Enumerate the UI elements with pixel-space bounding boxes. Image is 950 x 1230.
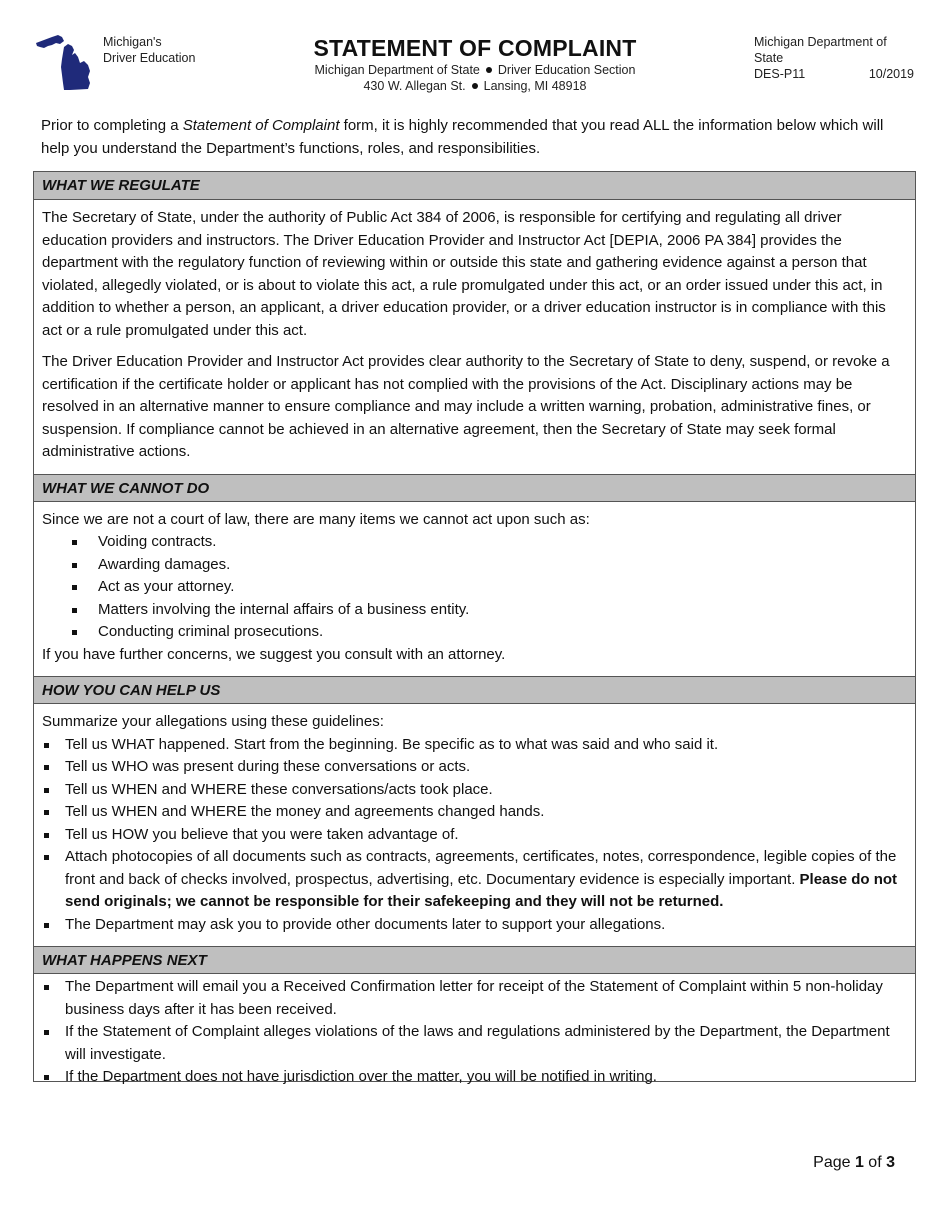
subtitle-department: Michigan Department of State bbox=[314, 63, 480, 77]
form-id: DES-P11 bbox=[754, 67, 806, 81]
attach-text: Attach photocopies of all documents such as contracts, agreements, certificates, notes, correspondence, legible copies of the front and back of checks involved, prospectus, advertising, etc. Documentary evidence is especially important. bbox=[65, 848, 897, 888]
logo-caption-line2: Driver Education bbox=[103, 51, 196, 65]
list-item: If the Department does not have jurisdiction over the matter, you will be notified in writing. bbox=[42, 1066, 907, 1089]
bullet-dot-icon bbox=[472, 83, 478, 89]
list-item: Tell us WHEN and WHERE the money and agreements changed hands. bbox=[42, 801, 907, 824]
document-title: STATEMENT OF COMPLAINT bbox=[313, 35, 637, 61]
list-item: Tell us WHEN and WHERE these conversations/acts took place. bbox=[42, 779, 907, 802]
section-heading-help: HOW YOU CAN HELP US bbox=[34, 676, 915, 704]
list-item: Act as your attorney. bbox=[42, 576, 907, 599]
page-number bbox=[813, 1154, 895, 1172]
page-label: Page bbox=[813, 1154, 855, 1171]
section-heading-regulate: WHAT WE REGULATE bbox=[34, 172, 915, 200]
information-box bbox=[33, 171, 916, 1085]
form-identifier bbox=[754, 34, 914, 82]
subtitle-line1 bbox=[300, 62, 650, 78]
list-item: The Department may ask you to provide other documents later to support your allegations. bbox=[42, 914, 907, 937]
list-item: Awarding damages. bbox=[42, 554, 907, 577]
bullet-dot-icon bbox=[486, 67, 492, 73]
address-city: Lansing, MI 48918 bbox=[483, 79, 587, 93]
subtitle-line2 bbox=[300, 78, 650, 94]
intro-form-name: Statement of Complaint bbox=[182, 117, 340, 134]
list-item: Tell us WHAT happened. Start from the beginning. Be specific as to what was said and who said it. bbox=[42, 734, 907, 757]
list-item: Tell us WHO was present during these conversations or acts. bbox=[42, 756, 907, 779]
intro-text-end: form, it is highly recommended that you read ALL the information below which will help you understand the Department’s functions, roles, and responsibilities. bbox=[41, 117, 884, 157]
subtitle-section: Driver Education Section bbox=[497, 63, 636, 77]
attach-warning: Please do not send originals; we cannot be responsible for their safekeeping and they will not be returned. bbox=[65, 870, 898, 910]
help-lead: Summarize your allegations using these guidelines: bbox=[42, 713, 384, 730]
title-block bbox=[300, 34, 650, 94]
regulate-paragraph-2: The Driver Education Provider and Instructor Act provides clear authority to the Secretary of State to deny, suspend, or revoke a certification if the certificate holder or applicant has not complied with the provisions of the Act. Disciplinary actions may be resolved in an alternative manner to ensure compliance and may include a written warning, probation, administrative fines, or suspension. If compliance cannot be achieved in an alternative agreement, then the Secretary of State may seek formal administrative actions. bbox=[42, 353, 890, 460]
intro-text-start: Prior to completing a bbox=[41, 117, 183, 134]
list-item: Matters involving the internal affairs of a business entity. bbox=[42, 599, 907, 622]
regulate-paragraph-1: The Secretary of State, under the authority of Public Act 384 of 2006, is responsible for certifying and regulating all driver education providers and instructors. The Driver Education Provider and Instructor Act [DEPIA, 2006 PA 384] provides the department with the regulatory function of reviewing within or outside this state and gathering evidence against a person that violated, allegedly violated, or is about to violate this act, a rule promulgated under this act, or an order issued under this act, in addition to whether a person, an applicant, a driver education provider, or a driver education instructor is in compliance with this act or a rule promulgated under this act. bbox=[42, 209, 886, 339]
list-item: Conducting criminal prosecutions. bbox=[42, 621, 907, 644]
logo-caption bbox=[103, 34, 195, 66]
page-current: 1 bbox=[854, 1154, 864, 1171]
section-body-regulate bbox=[34, 200, 915, 474]
cannot-tail: If you have further concerns, we suggest you consult with an attorney. bbox=[42, 645, 506, 663]
agency-name: Michigan Department of State bbox=[754, 35, 887, 65]
section-heading-cannot: WHAT WE CANNOT DO bbox=[34, 474, 915, 502]
cannot-list bbox=[42, 531, 907, 644]
address-street: 430 W. Allegan St. bbox=[363, 79, 466, 93]
cannot-lead: Since we are not a court of law, there are many items we cannot act upon such as: bbox=[42, 510, 590, 528]
section-heading-next: WHAT HAPPENS NEXT bbox=[34, 946, 915, 974]
section-body-next bbox=[34, 974, 915, 1099]
logo-caption-line1: Michigan's bbox=[103, 35, 162, 49]
section-body-cannot bbox=[34, 502, 915, 677]
form-date: 10/2019 bbox=[868, 67, 914, 81]
next-list bbox=[42, 976, 907, 1089]
list-item: Tell us HOW you believe that you were taken advantage of. bbox=[42, 824, 907, 847]
michigan-map-logo-icon bbox=[34, 33, 96, 91]
page-of: of bbox=[863, 1154, 887, 1171]
page-total: 3 bbox=[886, 1154, 895, 1171]
list-item: The Department will email you a Received Confirmation letter for receipt of the Statement of Complaint within 5 non-holiday business days after it has been received. bbox=[42, 976, 907, 1021]
list-item: Voiding contracts. bbox=[42, 531, 907, 554]
section-body-help bbox=[34, 704, 915, 946]
intro-paragraph bbox=[41, 115, 911, 160]
help-list bbox=[42, 734, 907, 937]
list-item-attach bbox=[42, 846, 907, 914]
list-item: If the Statement of Complaint alleges violations of the laws and regulations administered by the Department, the Department will investigate. bbox=[42, 1021, 907, 1066]
